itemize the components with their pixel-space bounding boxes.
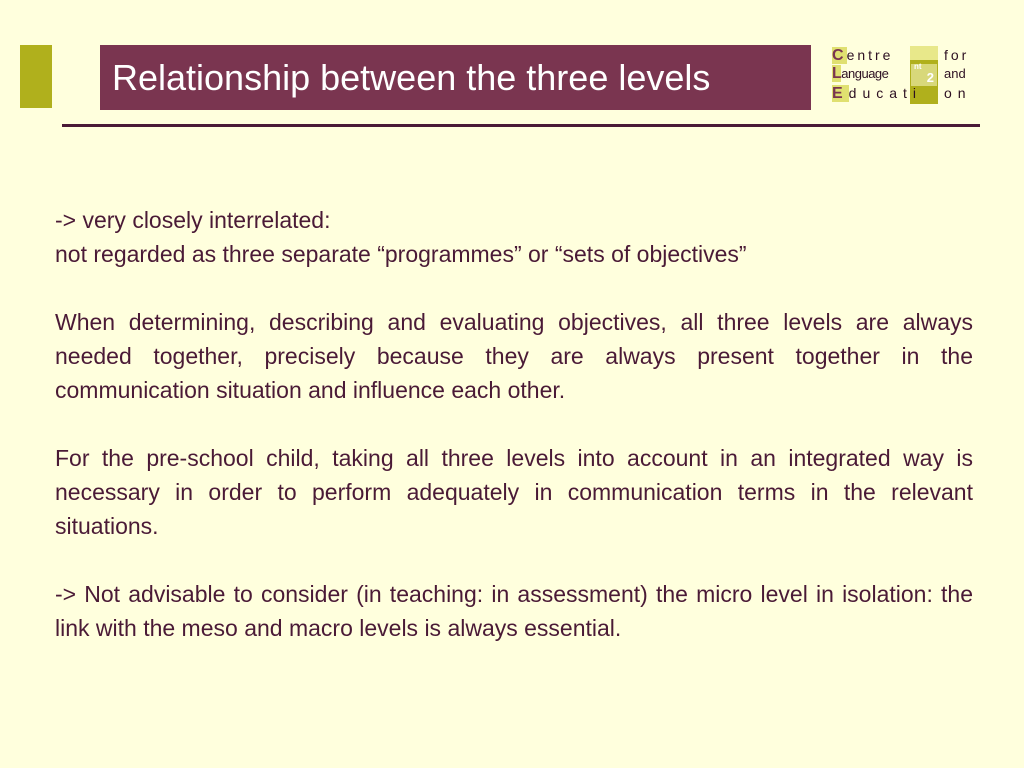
slide-body bbox=[55, 203, 973, 679]
title-bar bbox=[100, 45, 811, 110]
paragraph-preschool: For the pre-school child, taking all three levels into account in an integrated way is necessary in order to perform adequately in communication terms in the relevant situations. bbox=[55, 445, 973, 539]
logo-text-ducati: ducati bbox=[848, 85, 923, 101]
logo-initial-l: L bbox=[832, 65, 842, 82]
logo-text-on: on bbox=[944, 85, 972, 101]
paragraph-interrelated-line1: -> very closely interrelated: bbox=[55, 207, 331, 233]
logo-row-language bbox=[832, 65, 888, 83]
accent-bar bbox=[20, 45, 52, 108]
paragraph-isolation: -> Not advisable to consider (in teaching: in assessment) the micro level in isolation: the link with the meso and macro levels is always essential. bbox=[55, 581, 973, 641]
logo-text-for: for bbox=[944, 47, 970, 63]
logo-row-centre bbox=[832, 46, 893, 65]
paragraph-objectives: When determining, describing and evaluating objectives, all three levels are always needed together, precisely because they are always present together in the communication situation and influence each other. bbox=[55, 309, 973, 403]
paragraph-interrelated bbox=[55, 203, 973, 271]
logo-mark: 2 bbox=[911, 64, 937, 86]
logo-row-education bbox=[832, 84, 922, 103]
logo-initial-e: E bbox=[832, 85, 849, 102]
logo-square-highlight bbox=[910, 46, 938, 60]
logo-text-anguage: anguage bbox=[841, 66, 889, 81]
logo-text-and: and bbox=[944, 66, 966, 81]
logo-mark-sup: nt bbox=[914, 62, 922, 71]
centre-logo bbox=[832, 44, 982, 108]
header-divider bbox=[62, 124, 980, 127]
paragraph-interrelated-line2: not regarded as three separate “programmes” or “sets of objectives” bbox=[55, 241, 747, 267]
slide-title: Relationship between the three levels bbox=[112, 56, 711, 98]
logo-initial-c: C bbox=[832, 47, 847, 64]
logo-text-entre: entre bbox=[846, 47, 894, 63]
